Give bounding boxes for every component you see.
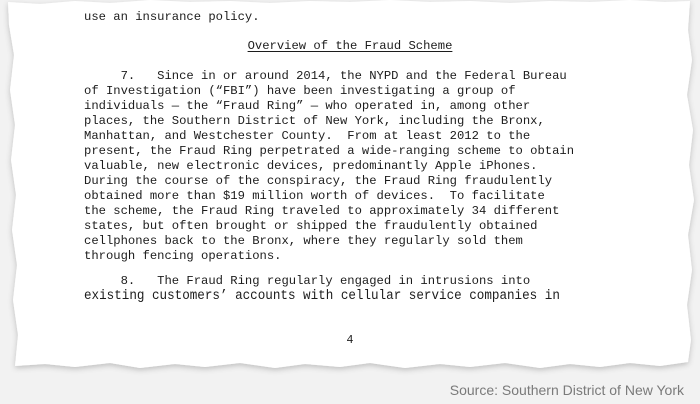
page-number: 4 [346,334,354,347]
paragraph-7-line: Manhattan, and Westchester County. From at least 2012 to the [84,129,531,143]
paragraph-7-line: cellphones back to the Bronx, where they regularly sold them [84,234,523,248]
paragraph-7-line: obtained more than $19 million worth of devices. To facilitate [84,189,545,203]
paragraph-7-line: valuable, new electronic devices, predominantly Apple iPhones. [84,159,538,173]
paragraph-7-line: through fencing operations. [84,249,282,263]
paragraph-7-line: present, the Fraud Ring perpetrated a wide-ranging scheme to obtain [84,144,575,158]
section-heading-text: Overview of the Fraud Scheme [247,39,453,53]
paragraph-7-line: individuals — the “Fraud Ring” — who operated in, among other [84,99,531,113]
paragraph-7-line: 7. Since in or around 2014, the NYPD and the Federal Bureau [84,69,567,83]
source-caption: Source: Southern District of New York [449,382,684,398]
paragraph-7-line: of Investigation (“FBI”) have been investigating a group of [84,84,516,98]
paragraph-8-line: 8. The Fraud Ring regularly engaged in intrusions into [84,274,531,288]
paragraph-8-line: existing customers’ accounts with cellular service companies in [84,289,560,304]
top-fragment-line: use an insurance policy. [84,10,260,24]
paragraph-7-line: the scheme, the Fraud Ring traveled to approximately 34 different [84,204,560,218]
paragraph-7-line: places, the Southern District of New York, including the Bronx, [84,114,545,128]
paragraph-7-line: During the course of the conspiracy, the Fraud Ring fraudulently [84,174,553,188]
section-heading [0,39,700,54]
paragraph-7-line: states, but often brought or shipped the fraudulently obtained [84,219,538,233]
